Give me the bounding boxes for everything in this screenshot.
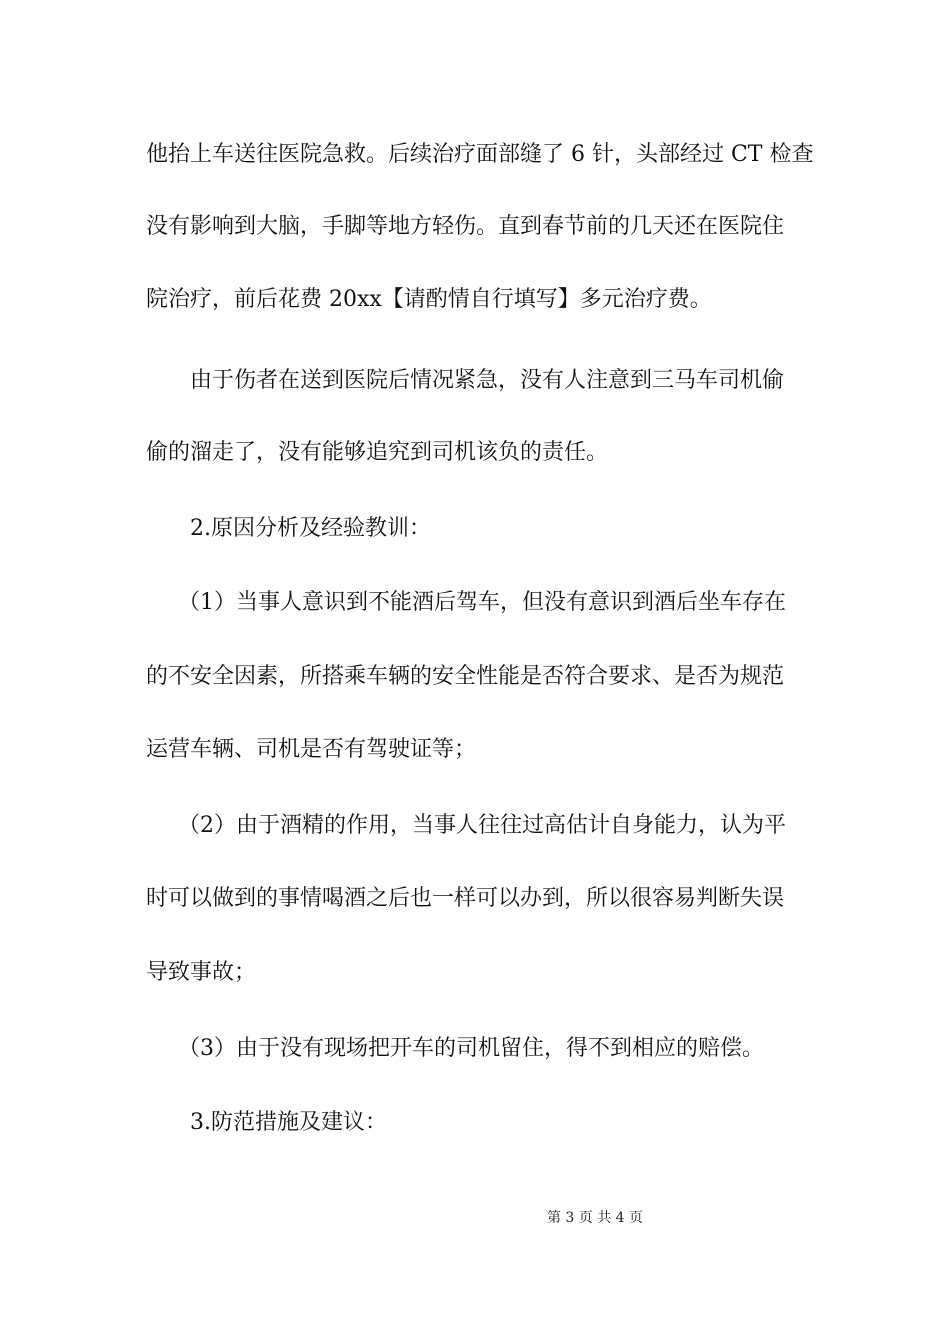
item-3-line-1: （3）由于没有现场把开车的司机留住，得不到相应的赔偿。 xyxy=(178,1036,764,1061)
paragraph-1-line-2: 没有影响到大脑，手脚等地方轻伤。直到春节前的几天还在医院住 xyxy=(146,214,785,239)
item-2-line-2: 时可以做到的事情喝酒之后也一样可以办到，所以很容易判断失误 xyxy=(146,886,785,911)
item-2-line-3: 导致事故； xyxy=(146,960,257,985)
paragraph-1-line-3: 院治疗，前后花费 20xx【请酌情自行填写】多元治疗费。 xyxy=(146,287,712,312)
section-3-heading: 3.防范措施及建议： xyxy=(190,1110,387,1135)
section-2-heading: 2.原因分析及经验教训： xyxy=(190,516,431,541)
item-2-line-1: （2）由于酒精的作用，当事人往往过高估计自身能力，认为平 xyxy=(178,813,786,838)
paragraph-2-line-1: 由于伤者在送到医院后情况紧急，没有人注意到三马车司机偷 xyxy=(190,368,785,393)
item-1-line-2: 的不安全因素，所搭乘车辆的安全性能是否符合要求、是否为规范 xyxy=(146,664,785,689)
paragraph-1-line-1: 他抬上车送往医院急救。后续治疗面部缝了 6 针，头部经过 CT 检查 xyxy=(146,142,814,167)
item-1-line-3: 运营车辆、司机是否有驾驶证等； xyxy=(146,737,477,762)
paragraph-2-line-2: 偷的溜走了，没有能够追究到司机该负的责任。 xyxy=(146,440,609,465)
page-number-footer: 第 3 页 共 4 页 xyxy=(546,1210,644,1226)
item-1-line-1: （1）当事人意识到不能酒后驾车，但没有意识到酒后坐车存在 xyxy=(178,590,786,615)
